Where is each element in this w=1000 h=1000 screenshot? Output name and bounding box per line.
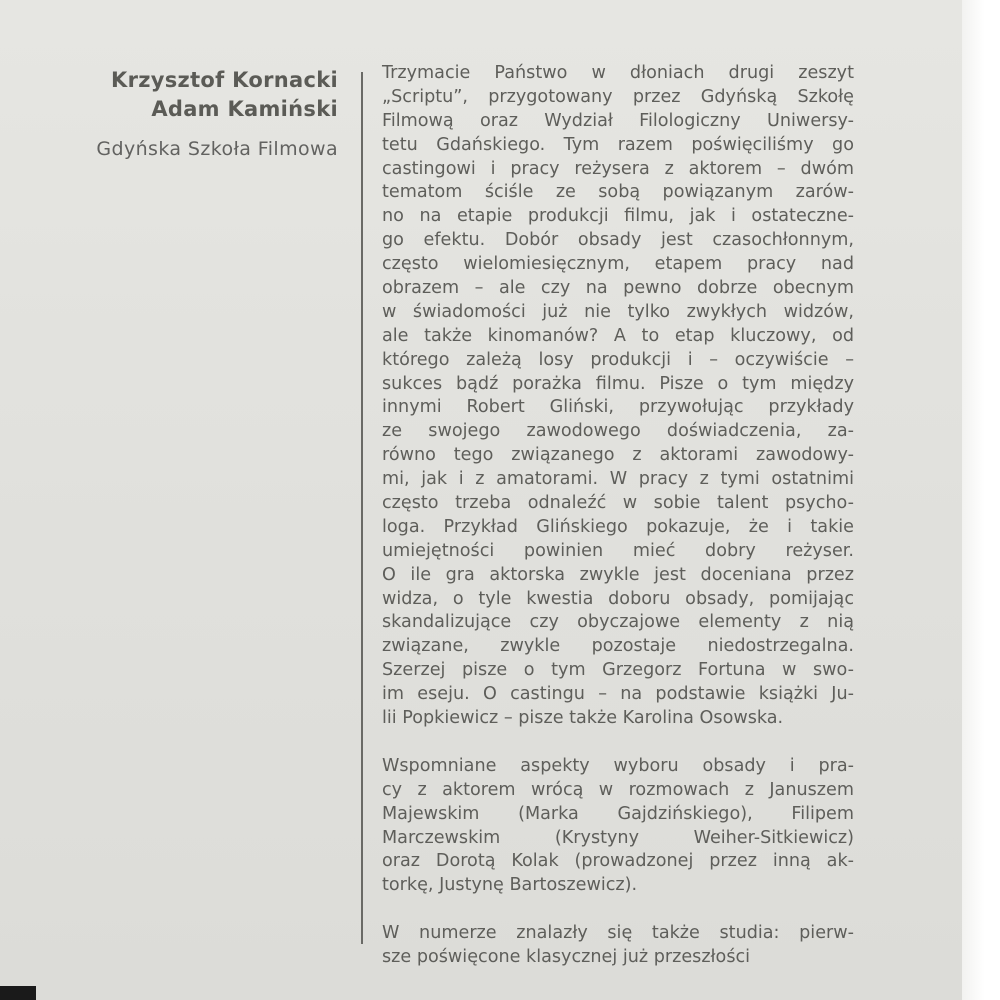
- text-line: mi, jak i z amatorami. W pracy z tymi ostatnimi: [382, 469, 854, 490]
- vertical-divider: [361, 72, 363, 944]
- text-line: lii Popkiewicz – pisze także Karolina Osowska.: [382, 708, 784, 729]
- paragraph: [382, 62, 854, 731]
- text-line: O ile gra aktorska zwykle jest doceniana przez: [382, 564, 854, 585]
- text-line: ze swojego zawodowego doświadczenia, za-: [382, 421, 854, 442]
- text-line: widza, o tyle kwestia doboru obsady, pomijając: [382, 588, 854, 609]
- text-line: równo tego związanego z aktorami zawodowy-: [382, 445, 854, 466]
- author-name-2: Adam Kamiński: [151, 97, 338, 121]
- text-line: Szerzej pisze o tym Grzegorz Fortuna w swo-: [382, 660, 854, 681]
- text-line: cy z aktorem wrócą w rozmowach z Januszem: [382, 779, 854, 800]
- text-line: castingowi i pracy reżysera z aktorem – dwóm: [382, 158, 854, 179]
- text-line: obrazem – ale czy na pewno dobrze obecnym: [382, 278, 854, 299]
- text-line: tematom ściśle ze sobą powiązanym zarów-: [382, 182, 854, 203]
- article-body: [382, 62, 854, 994]
- text-line: umiejętności powinien mieć dobry reżyser.: [382, 540, 854, 561]
- text-line: oraz Dorotą Kolak (prowadzonej przez inną ak-: [382, 851, 854, 872]
- text-line: Wspomniane aspekty wyboru obsady i pra-: [382, 755, 854, 776]
- text-line: sze poświęcone klasycznej już przeszłości: [382, 946, 751, 967]
- text-line: często wielomiesięcznym, etapem pracy nad: [382, 254, 854, 275]
- text-line: związane, zwykle pozostaje niedostrzegalna.: [382, 636, 854, 657]
- text-line: tetu Gdańskiego. Tym razem poświęciliśmy go: [382, 134, 854, 155]
- text-line: go efektu. Dobór obsady jest czasochłonnym,: [382, 230, 854, 251]
- text-line: W numerze znalazły się także studia: pierw-: [382, 923, 854, 944]
- text-line: loga. Przykład Glińskiego pokazuje, że i takie: [382, 516, 854, 537]
- text-line: w świadomości już nie tylko zwykłych widzów,: [382, 301, 854, 322]
- page-edge: [962, 0, 1000, 1000]
- text-line: Filmową oraz Wydział Filologiczny Uniwersy-: [382, 110, 854, 131]
- dark-corner: [0, 986, 36, 1000]
- text-line: no na etapie produkcji filmu, jak i ostateczne-: [382, 206, 854, 227]
- text-line: torkę, Justynę Bartoszewicz).: [382, 875, 638, 896]
- paragraph: [382, 755, 854, 898]
- text-line: Marczewskim (Krystyny Weiher-Sitkiewicz): [382, 827, 854, 848]
- author-block: [96, 66, 338, 162]
- author-name-1: Krzysztof Kornacki: [111, 68, 338, 92]
- text-line: sukces bądź porażka filmu. Pisze o tym między: [382, 373, 854, 394]
- text-line: którego zależą losy produkcji i – oczywiście –: [382, 349, 854, 370]
- text-line: ale także kinomanów? A to etap kluczowy, od: [382, 325, 854, 346]
- affiliation: Gdyńska Szkoła Filmowa: [96, 138, 338, 160]
- paragraph: [382, 922, 854, 970]
- text-line: im eseju. O castingu – na podstawie książki Ju-: [382, 684, 854, 705]
- text-line: „Scriptu”, przygotowany przez Gdyńską Szkołę: [382, 86, 854, 107]
- text-line: innymi Robert Gliński, przywołując przykłady: [382, 397, 854, 418]
- text-line: skandalizujące czy obyczajowe elementy z nią: [382, 612, 854, 633]
- text-line: Majewskim (Marka Gajdzińskiego), Filipem: [382, 803, 854, 824]
- text-line: Trzymacie Państwo w dłoniach drugi zeszyt: [382, 63, 854, 83]
- text-line: często trzeba odnaleźć w sobie talent psycho-: [382, 493, 854, 514]
